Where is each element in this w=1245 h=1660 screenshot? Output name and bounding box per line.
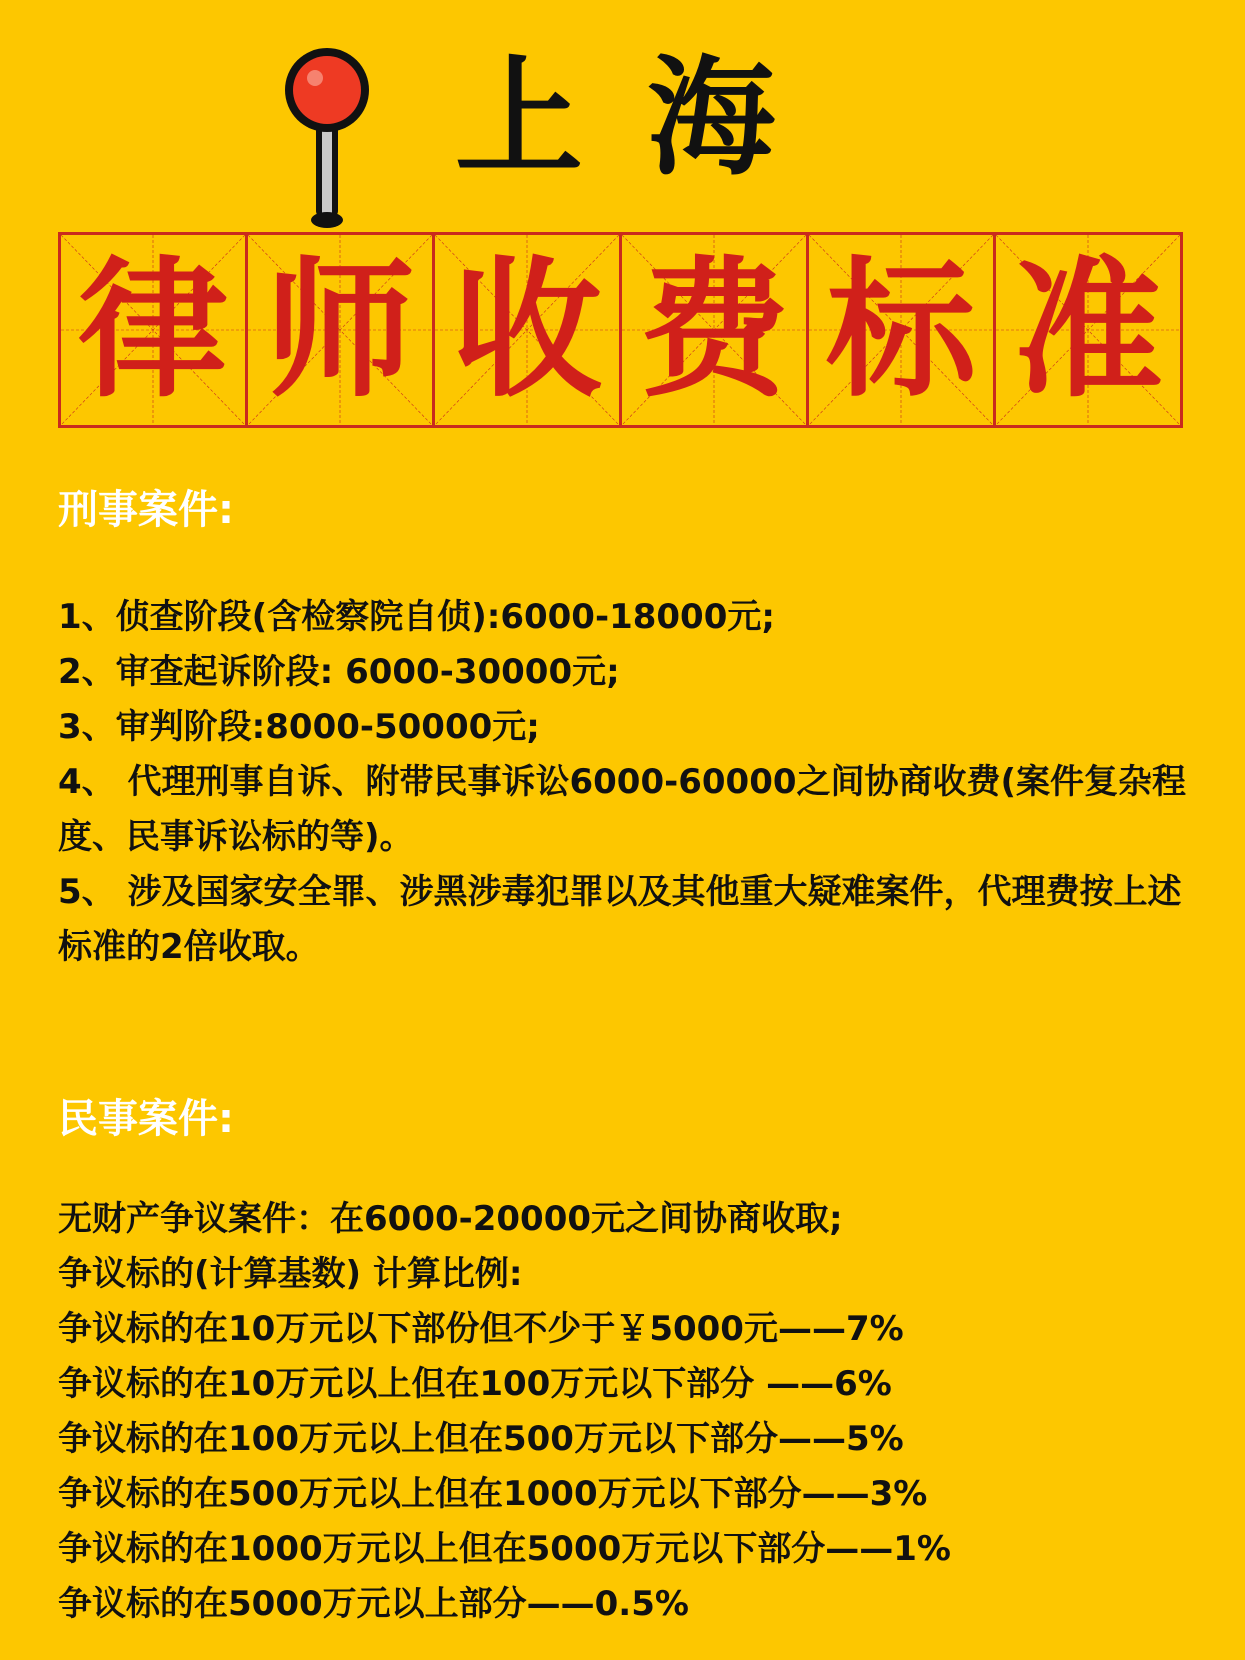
criminal-heading: 刑事案件: [58, 487, 234, 533]
list-item: 2、审查起诉阶段: 6000-30000元; [58, 652, 620, 692]
title-cell [619, 232, 809, 428]
city-title: 上海 [455, 44, 840, 193]
title-char: 师 [264, 242, 415, 418]
civil-fee-list [58, 1192, 1188, 1632]
title-cell [245, 232, 435, 428]
list-item: 争议标的在10万元以下部份但不少于￥5000元——7% [58, 1309, 904, 1349]
list-item: 争议标的(计算基数) 计算比例: [58, 1254, 523, 1294]
title-cell [806, 232, 996, 428]
list-item: 争议标的在1000万元以上但在5000万元以下部分——1% [58, 1529, 951, 1569]
list-item: 争议标的在10万元以上但在100万元以下部分 ——6% [58, 1364, 892, 1404]
title-cell [58, 232, 248, 428]
title-char: 费 [638, 242, 789, 418]
list-item: 4、 代理刑事自诉、附带民事诉讼6000-60000之间协商收费(案件复杂程度、民事诉讼标的等)。 [58, 762, 1187, 857]
list-item: 争议标的在500万元以上但在1000万元以下部分——3% [58, 1474, 928, 1514]
list-item: 1、侦查阶段(含检察院自侦):6000-18000元; [58, 597, 775, 637]
title-cell [993, 232, 1183, 428]
list-item: 争议标的在100万元以上但在500万元以下部分——5% [58, 1419, 904, 1459]
round-pushpin-icon [282, 42, 372, 232]
list-item: 无财产争议案件：在6000-20000元之间协商收取; [58, 1199, 843, 1239]
header [0, 30, 1245, 210]
list-item: 5、 涉及国家安全罪、涉黑涉毒犯罪以及其他重大疑难案件，代理费按上述标准的2倍收取。 [58, 872, 1182, 967]
title-char: 标 [825, 242, 976, 418]
title-char: 收 [451, 242, 602, 418]
list-item: 争议标的在5000万元以上部分——0.5% [58, 1584, 689, 1624]
civil-heading: 民事案件: [58, 1096, 234, 1142]
title-cell [432, 232, 622, 428]
criminal-fee-list [58, 590, 1188, 975]
list-item: 3、审判阶段:8000-50000元; [58, 707, 540, 747]
title-banner [58, 232, 1180, 428]
title-char: 律 [77, 242, 228, 418]
title-char: 准 [1012, 242, 1163, 418]
